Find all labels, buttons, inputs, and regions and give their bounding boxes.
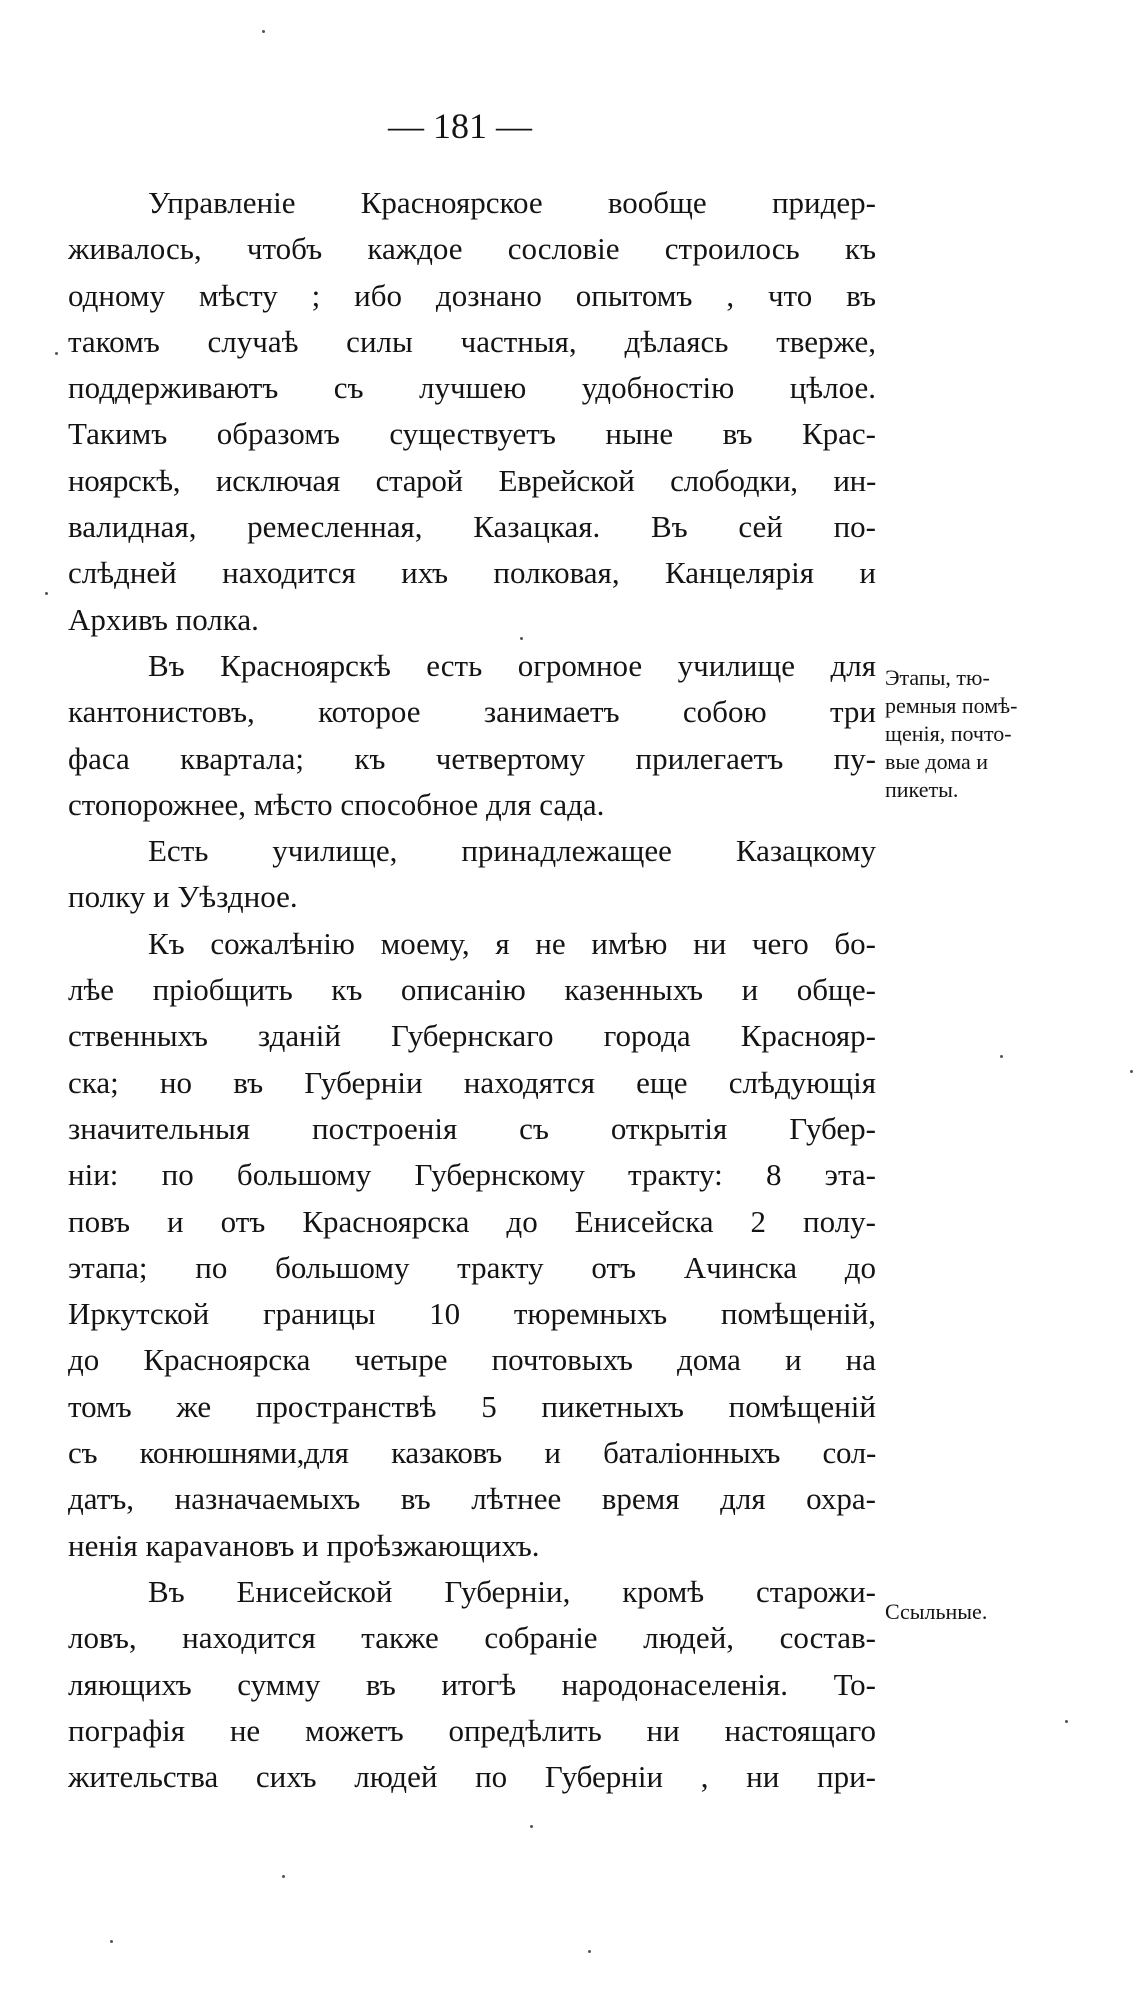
margin-note-stations xyxy=(885,664,1085,804)
text-line: Есть училище, принадлежащее Казацкому xyxy=(148,833,876,869)
scan-speck xyxy=(588,1950,591,1953)
text-line: значительныя построенія съ открытія Губер- xyxy=(68,1110,876,1146)
scan-speck xyxy=(1000,1055,1003,1058)
scan-speck xyxy=(45,592,48,595)
text-line: томъ же пространствѣ 5 пикетныхъ помѣщеній xyxy=(68,1388,876,1424)
paragraph-2 xyxy=(68,643,876,828)
text-line: Въ Енисейской Губерніи, кромѣ старожи- xyxy=(148,1573,876,1609)
margin-note-exiles xyxy=(885,1598,1085,1626)
text-line: слѣдней находится ихъ полковая, Канцелярія и xyxy=(68,555,876,591)
text-line: Архивъ полка. xyxy=(68,601,259,637)
text-line: поддерживаютъ съ лучшею удобностію цѣлое. xyxy=(68,370,876,406)
paragraph-4 xyxy=(68,921,876,1569)
scan-speck xyxy=(530,1825,533,1828)
text-line: датъ, назначаемыхъ въ лѣтнее время для охра- xyxy=(68,1481,876,1517)
scan-speck xyxy=(1130,1070,1133,1073)
main-text-column xyxy=(68,180,876,1800)
text-line: кантонистовъ, которое занимаетъ собою три xyxy=(68,694,876,730)
text-line: ляющихъ сумму въ итогѣ народонаселенія. То- xyxy=(68,1666,876,1702)
text-line: одному мѣсту ; ибо дознано опытомъ , что въ xyxy=(68,277,876,313)
text-line: ніи: по большому Губернскому тракту: 8 эта- xyxy=(68,1157,876,1193)
text-line: фаса квартала; къ четвертому прилегаетъ пу- xyxy=(68,740,876,776)
text-line: валидная, ремесленная, Казацкая. Въ сей по- xyxy=(68,509,876,545)
margin-note-line: вые дома и xyxy=(885,749,989,774)
page-number: — 181 — xyxy=(388,106,532,146)
text-line: Иркутской границы 10 тюремныхъ помѣщеній, xyxy=(68,1296,876,1332)
text-line: Въ Красноярскѣ есть огромное училище для xyxy=(148,647,876,683)
margin-note-line: пикеты. xyxy=(885,777,959,802)
paragraph-1 xyxy=(68,180,876,643)
text-line: Управленіе Красноярское вообще придер- xyxy=(148,185,876,220)
scan-speck xyxy=(1065,1720,1068,1723)
scan-speck xyxy=(110,1940,113,1943)
text-line: жительства сихъ людей по Губерніи , ни при- xyxy=(68,1759,876,1795)
text-line: пографія не можетъ опредѣлить ни настоящаго xyxy=(68,1712,876,1748)
scan-speck xyxy=(55,352,58,355)
margin-note-line: Этапы, тю- xyxy=(885,665,990,690)
scan-speck xyxy=(282,1875,285,1878)
margin-note-line: щенія, почто- xyxy=(885,721,1012,746)
text-line: ска; но въ Губерніи находятся еще слѣдующія xyxy=(68,1064,876,1100)
scan-speck xyxy=(262,30,265,33)
text-line: полку и Уѣздное. xyxy=(68,879,298,915)
paragraph-3 xyxy=(68,828,876,921)
text-line: съ конюшнями,для казаковъ и баталіонныхъ сол- xyxy=(68,1435,876,1471)
scan-speck xyxy=(520,637,523,640)
text-line: этапа; по большому тракту отъ Ачинска до xyxy=(68,1249,876,1285)
text-line: стопорожнее, мѣсто способное для сада. xyxy=(68,786,605,822)
text-line: лѣе пріобщить къ описанію казенныхъ и обще- xyxy=(68,972,876,1008)
text-line: ственныхъ зданій Губернскаго города Краснояр- xyxy=(68,1018,876,1054)
margin-note-line: ремныя помѣ- xyxy=(885,693,1018,718)
text-line: повъ и отъ Красноярска до Енисейска 2 полу- xyxy=(68,1203,876,1239)
text-line: Такимъ образомъ существуетъ ныне въ Крас- xyxy=(68,416,876,452)
text-line: такомъ случаѣ силы частныя, дѣлаясь тверже, xyxy=(68,323,876,359)
text-line: ловъ, находится также собраніе людей, состав- xyxy=(68,1620,876,1656)
text-line: до Красноярска четыре почтовыхъ дома и на xyxy=(68,1342,876,1378)
text-line: Къ сожалѣнію моему, я не имѣю ни чего бо- xyxy=(148,925,876,961)
text-line: ноярскѣ, исключая старой Еврейской слободки, ин- xyxy=(68,462,876,498)
text-line: ненія карavановъ и проѣзжающихъ. xyxy=(68,1527,540,1563)
text-line: живалось, чтобъ каждое сословіе строилось къ xyxy=(68,231,876,267)
margin-note-line: Ссыльные. xyxy=(885,1599,988,1624)
paragraph-5 xyxy=(68,1569,876,1800)
